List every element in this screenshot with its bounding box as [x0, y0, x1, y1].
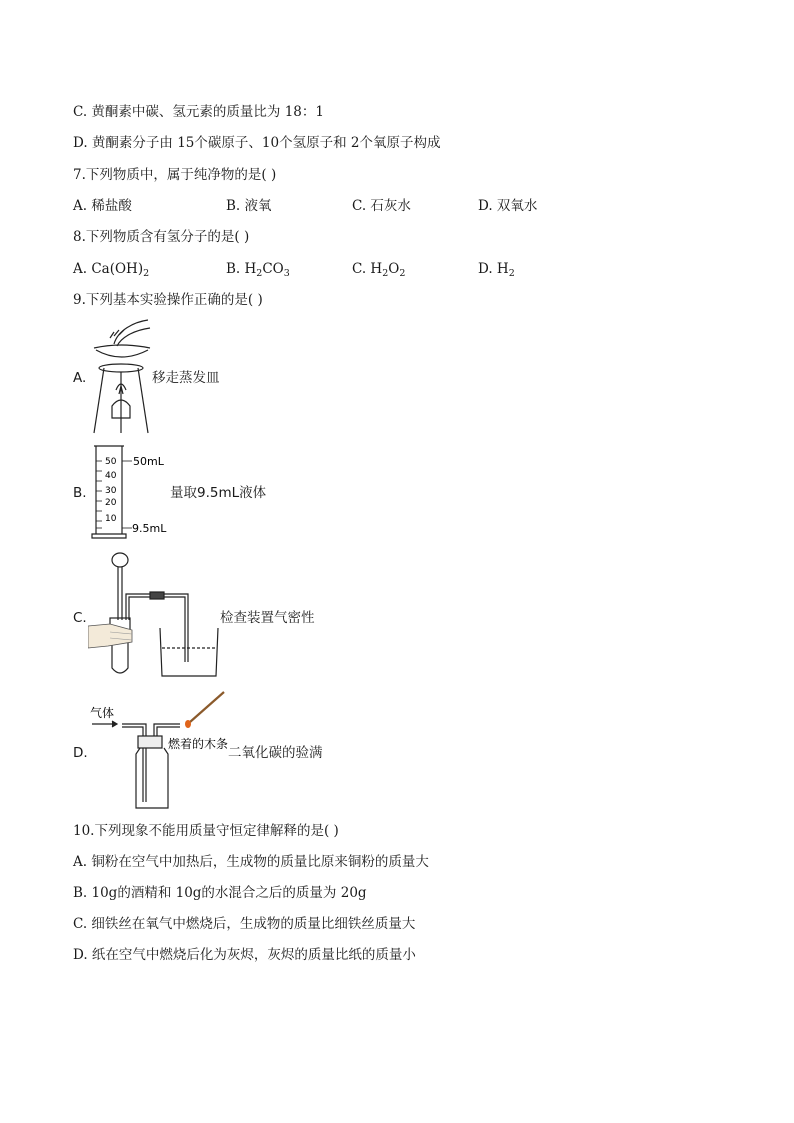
- q9-stem: 9.下列基本实验操作正确的是( ): [73, 292, 263, 308]
- bottom-label: 9.5mL: [132, 522, 167, 535]
- q7-option-d: D. 双氧水: [478, 198, 538, 214]
- co2-test-figure: [88, 690, 228, 812]
- q10-option-c: C. 细铁丝在氧气中燃烧后，生成物的质量比细铁丝质量大: [73, 916, 416, 932]
- top-label: 50mL: [133, 455, 164, 468]
- q8-option-c: C. $H_2O_2$: [352, 261, 406, 279]
- q8-stem: 8.下列物质含有氢分子的是( ): [73, 229, 250, 245]
- tick-label: 10: [105, 514, 117, 524]
- evaporating-dish-figure: [86, 318, 156, 436]
- q9-caption-a: 移走蒸发皿: [152, 370, 220, 386]
- q7-stem: 7.下列物质中，属于纯净物的是( ): [73, 167, 277, 183]
- q7-option-b: B. 液氧: [226, 198, 272, 214]
- graduated-cylinder-figure: [88, 442, 168, 542]
- airtightness-check-figure: [88, 550, 223, 682]
- tick-label: 30: [105, 486, 117, 496]
- q9-label-c: C.: [73, 610, 87, 626]
- gas-label: 气体: [90, 706, 115, 720]
- q6-option-d: D. 黄酮素分子由 15个碳原子、10个氢原子和 2个氧原子构成: [73, 135, 441, 151]
- q9-caption-b: 量取9.5mL液体: [170, 485, 267, 501]
- tick-label: 20: [105, 498, 117, 508]
- q6-option-c: C. 黄酮素中碳、氢元素的质量比为 18：1: [73, 104, 324, 120]
- q8-option-b: B. $H_2CO_3$: [226, 261, 290, 279]
- q7-option-c: C. 石灰水: [352, 198, 411, 214]
- tick-label: 40: [105, 471, 117, 481]
- tick-label: 50: [105, 457, 117, 467]
- q8-option-a: A. $Ca(OH)_2$: [73, 261, 150, 279]
- q9-caption-c: 检查装置气密性: [220, 610, 315, 626]
- q10-stem: 10.下列现象不能用质量守恒定律解释的是( ): [73, 823, 339, 839]
- q7-option-a: A. 稀盐酸: [73, 198, 132, 214]
- q10-option-d: D. 纸在空气中燃烧后化为灰烬，灰烬的质量比纸的质量小: [73, 947, 416, 963]
- stick-label: 燃着的木条: [168, 737, 228, 751]
- q9-label-b: B.: [73, 485, 87, 501]
- q10-option-a: A. 铜粉在空气中加热后，生成物的质量比原来铜粉的质量大: [73, 854, 429, 870]
- q9-caption-d: 二氧化碳的验满: [228, 745, 323, 761]
- q9-label-d: D.: [73, 745, 88, 761]
- q8-option-d: D. $H_2$: [478, 261, 515, 279]
- q9-label-a: A.: [73, 370, 87, 386]
- q10-option-b: B. 10g的酒精和 10g的水混合之后的质量为 20g: [73, 885, 367, 901]
